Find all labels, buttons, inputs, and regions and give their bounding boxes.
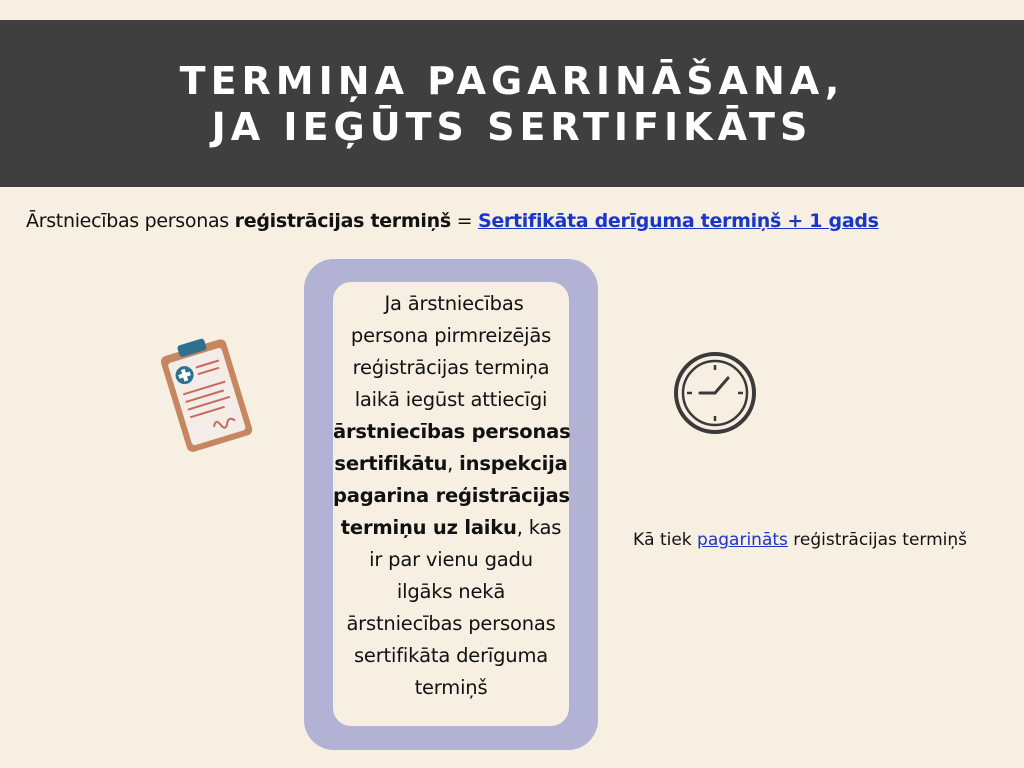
card-line-8: termiņu uz laiku, kas (340, 516, 562, 539)
registration-formula (26, 207, 1006, 235)
card-line-7: pagarina reģistrācijas (333, 484, 570, 507)
page-title-line-1: TERMIŅA PAGARINĀŠANA, (179, 58, 845, 103)
card-line-9: ir par vienu gadu (369, 548, 533, 571)
card-line-1: Ja ārstniecības (384, 292, 524, 315)
card-line-6: sertifikātu, inspekcija (334, 452, 568, 475)
card-line-10: ilgāks nekā (396, 580, 506, 603)
card-line-11: ārstniecības personas (346, 612, 556, 635)
card-line-13: termiņš (414, 676, 488, 699)
page-title-line-2: JA IEĢŪTS SERTIFIKĀTS (211, 104, 813, 149)
info-card (333, 282, 569, 726)
extended-link[interactable]: pagarināts (697, 530, 788, 550)
certificate-validity-link[interactable]: Sertifikāta derīguma termiņš + 1 gads (477, 210, 879, 232)
title-banner (0, 20, 1024, 187)
card-line-4: laikā iegūst attiecīgi (354, 388, 548, 411)
clock-icon (672, 350, 758, 436)
card-line-2: persona pirmreizējās (350, 324, 552, 347)
formula-bold-term: reģistrācijas termiņš (234, 210, 451, 232)
info-card-frame (304, 259, 598, 750)
clipboard-medical-icon (150, 332, 260, 457)
card-line-5: ārstniecības personas (333, 420, 571, 443)
card-line-12: sertifikāta derīguma (353, 644, 549, 667)
formula-text: Ārstniecības personas (26, 210, 235, 232)
card-line-3: reģistrācijas termiņa (352, 356, 550, 379)
formula-equals: = (450, 210, 478, 232)
extension-caption: Kā tiek pagarināts reģistrācijas termiņš (632, 530, 968, 550)
